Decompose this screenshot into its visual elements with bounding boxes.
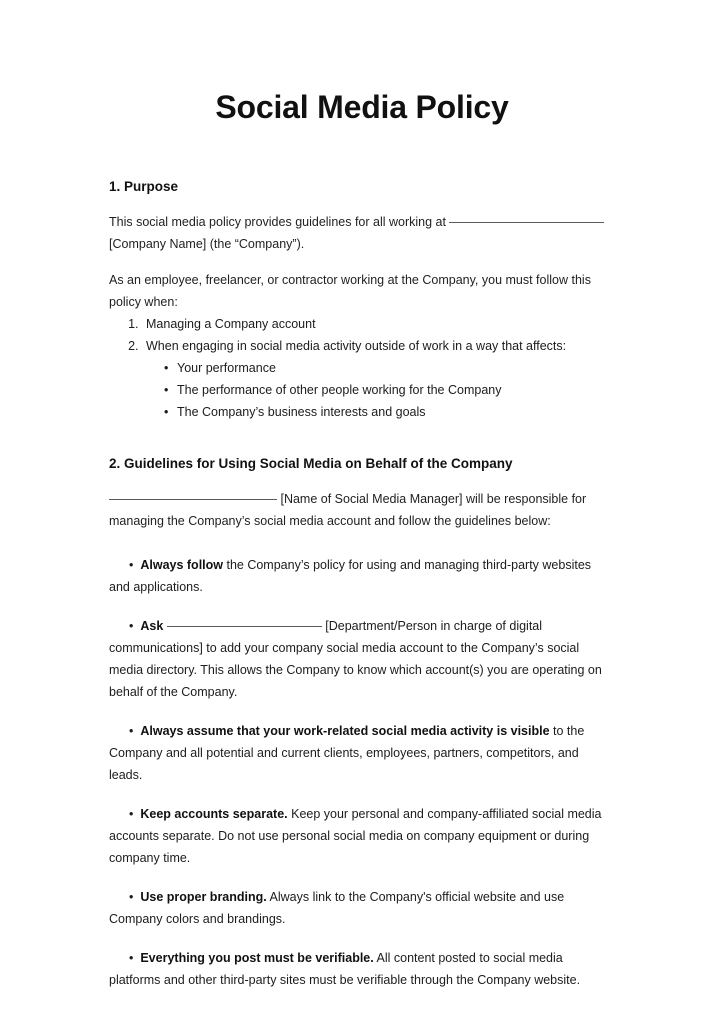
bullet-icon: • <box>129 889 134 904</box>
guideline-lead-text: Always follow <box>140 557 223 572</box>
guideline-lead-text: Ask <box>140 618 164 633</box>
bullet-icon: • <box>129 806 134 821</box>
bullet-icon: • <box>129 557 134 572</box>
guideline-lead-text: Use proper branding. <box>140 889 267 904</box>
page-title: Social Media Policy <box>215 89 509 125</box>
policy-applies-paragraph: As an employee, freelancer, or contractor working at the Company, you must follow this policy when: <box>109 272 591 309</box>
list-item <box>109 703 615 786</box>
bullet-icon: • <box>129 950 134 965</box>
list-item-label: When engaging in social media activity outside of work in a way that affects: <box>146 338 567 353</box>
list-item <box>142 335 615 423</box>
company-name-blank-field[interactable] <box>449 222 604 223</box>
section-heading-guidelines: 2. Guidelines for Using Social Media on Behalf of the Company <box>109 455 513 471</box>
guidelines-intro-paragraph <box>109 474 615 532</box>
purpose-intro-after-blank: [Company Name] (the “Company”). <box>109 236 305 251</box>
purpose-numbered-list <box>109 313 615 423</box>
guideline-body-text: All content posted to social media platforms and other third-party sites must be verifiable through the Company website. <box>109 950 581 987</box>
list-item: • The performance of other people working for the Company <box>164 379 615 401</box>
purpose-intro-paragraph <box>109 197 615 255</box>
list-item: • The Company’s business interests and goals <box>164 401 615 423</box>
list-item: • Your performance <box>164 357 615 379</box>
list-item <box>109 869 615 930</box>
section-heading-purpose: 1. Purpose <box>109 179 179 195</box>
list-item <box>109 598 615 703</box>
guideline-body-text: to the Company and all potential and current clients, employees, partners, competitors, and leads. <box>109 723 585 782</box>
guidelines-intro-after-blank: [Name of Social Media Manager] will be responsible for managing the Company’s social media account and follow the guidelines below: <box>109 491 587 528</box>
bullet-icon: • <box>129 618 134 633</box>
list-item <box>109 930 615 991</box>
guideline-lead-text: Always assume that your work-related social media activity is visible <box>140 723 550 738</box>
guideline-body-text: [Department/Person in charge of digital communications] to add your company social media account to the Company’s social media directory. This allows the Company to know which account(s) you are operating on behalf of the Company. <box>109 618 602 699</box>
purpose-sub-bullet-list <box>146 357 615 423</box>
bullet-icon: • <box>129 723 134 738</box>
guideline-body-text: Always link to the Company's official website and use Company colors and brandings. <box>109 889 565 926</box>
list-item: 1. Managing a Company account <box>142 313 615 335</box>
guideline-lead-text: Keep accounts separate. <box>140 806 288 821</box>
list-item <box>109 532 615 598</box>
social-media-manager-blank-field[interactable] <box>109 499 277 500</box>
department-person-blank-field[interactable] <box>167 626 322 627</box>
guideline-body-text: Keep your personal and company-affiliated social media accounts separate. Do not use personal social media on company equipment or during company time. <box>109 806 602 865</box>
guideline-body-text: the Company’s policy for using and managing third-party websites and applications. <box>109 557 592 594</box>
guideline-lead-text: Everything you post must be verifiable. <box>140 950 374 965</box>
purpose-intro-before-blank: This social media policy provides guidelines for all working at <box>109 214 450 229</box>
list-item <box>109 786 615 869</box>
guidelines-bullet-list <box>109 532 615 991</box>
